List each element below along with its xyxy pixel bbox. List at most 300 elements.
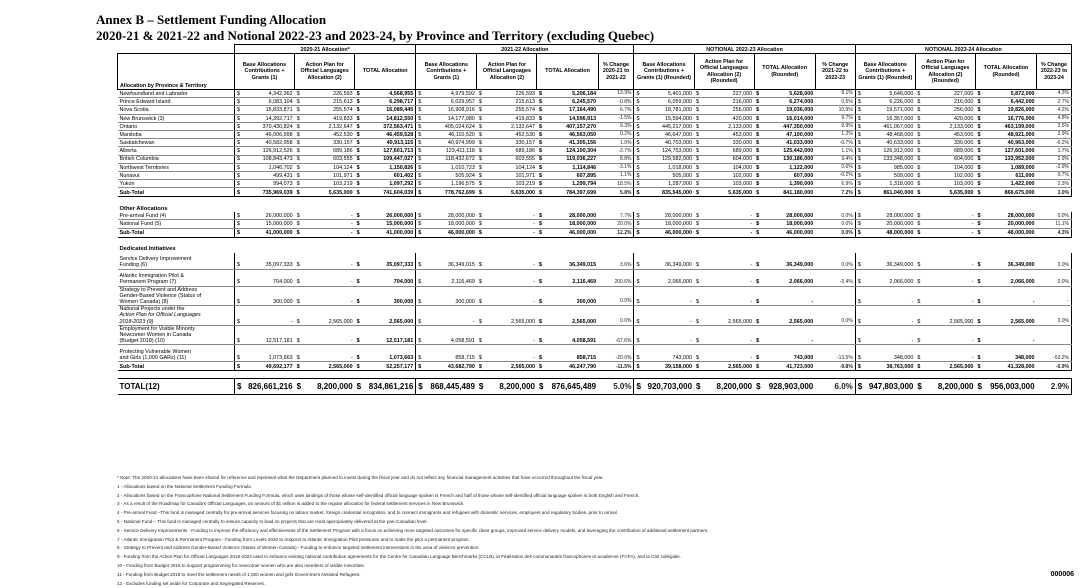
amount-cell <box>754 379 815 395</box>
currency-sign: $ <box>237 221 240 228</box>
pct-change-cell <box>1037 114 1072 122</box>
pct-change-cell <box>815 188 855 197</box>
column-header-row <box>118 54 1072 90</box>
cell-value: 2,116,469 <box>572 279 597 286</box>
amount-cell <box>855 269 915 286</box>
cell-value: 876,645,489 <box>551 382 597 392</box>
currency-sign: $ <box>478 115 482 122</box>
currency-sign: $ <box>356 99 360 106</box>
cell-value: 28,000,000 <box>786 213 814 220</box>
amount-cell <box>915 139 975 147</box>
spacer-row <box>118 197 1072 205</box>
amount-cell <box>915 325 975 345</box>
row-label: Pre-arrival Fund (4) <box>118 212 235 220</box>
currency-sign: $ <box>696 279 700 286</box>
row-label-line: Strategy to Prevent and Address <box>119 286 198 293</box>
currency-sign: $ <box>857 221 861 228</box>
currency-sign: $ <box>538 115 542 122</box>
currency-sign: $ <box>478 181 482 188</box>
cell-value: 46,647,000 <box>665 131 693 138</box>
currency-sign: $ <box>756 318 760 325</box>
pct-change-cell <box>815 269 855 286</box>
currency-sign: $ <box>977 299 981 306</box>
amount-cell <box>416 98 477 106</box>
header-total-d: TOTAL Allocation (Rounded) <box>975 54 1036 90</box>
amount-cell <box>855 171 915 179</box>
currency-sign: $ <box>538 148 542 155</box>
currency-sign: $ <box>917 364 921 371</box>
amount-cell <box>355 171 416 179</box>
amount-cell <box>634 253 694 270</box>
cell-value: 603,555 <box>333 156 353 163</box>
amount-cell <box>634 306 694 326</box>
currency-sign: $ <box>237 140 240 147</box>
cell-value: 4.3% <box>1057 229 1069 236</box>
currency-sign: $ <box>538 318 542 325</box>
cell-value: 499,431 <box>273 172 293 179</box>
amount-cell <box>694 306 754 326</box>
pct-change-cell <box>1037 253 1072 270</box>
currency-sign: $ <box>696 131 700 138</box>
dedicated-initiatives-section-title: Dedicated Initiatives <box>119 245 176 252</box>
currency-sign: $ <box>857 318 861 325</box>
amount-cell <box>915 188 975 197</box>
cell-value: 6,245,570 <box>572 99 597 106</box>
page-subtitle: 2020-21 & 2021-22 and Notional 2022-23 and 2023-24, by Province and Territory (excluding Quebec) <box>96 28 655 43</box>
footnote: 2 - Allocations based on the Francophone National Settlement Funding Formula, which uses landings of those whose self-identified official language spoken is French and half of those whose self-identified official language spoken is both English and French. <box>117 492 640 498</box>
amount-cell <box>295 130 355 138</box>
cell-value: 6.7% <box>620 106 632 113</box>
cell-value: 447,350,000 <box>783 123 814 130</box>
cell-value: 38,763,000 <box>886 364 914 371</box>
other-allocations-section <box>118 204 1072 212</box>
cell-value: 36,349,015 <box>569 262 597 269</box>
cell-value: - <box>971 355 974 362</box>
cell-value: 1,089,000 <box>1010 164 1035 171</box>
currency-sign: $ <box>636 99 640 106</box>
amount-cell <box>855 228 915 237</box>
cell-value: 2,565,000 <box>789 318 814 325</box>
cell-value: 16,014,000 <box>786 115 814 122</box>
cell-value: 5,635,000 <box>949 190 974 197</box>
cell-value: 826,661,216 <box>248 382 293 392</box>
row-label: Nunavut <box>118 171 235 179</box>
currency-sign: $ <box>756 156 760 163</box>
currency-sign: $ <box>538 123 542 130</box>
amount-cell <box>355 147 416 155</box>
row-label: Prince Edward Island <box>118 98 235 106</box>
cell-value: - <box>350 230 353 237</box>
row-label <box>118 269 235 286</box>
amount-cell <box>975 253 1036 270</box>
cell-value: 452,530 <box>515 131 535 138</box>
cell-value: 4,058,591 <box>450 338 475 345</box>
cell-value: 15,000,000 <box>265 221 293 228</box>
amount-cell <box>235 147 295 155</box>
currency-sign: $ <box>237 230 240 237</box>
currency-sign: $ <box>636 221 640 228</box>
amount-cell <box>416 286 477 306</box>
row-label: Manitoba <box>118 130 235 138</box>
amount-cell <box>694 220 754 228</box>
currency-sign: $ <box>857 99 861 106</box>
amount-cell <box>537 180 598 188</box>
cell-value: - <box>533 355 535 362</box>
currency-sign: $ <box>296 364 300 371</box>
currency-sign: $ <box>977 99 981 106</box>
cell-value: 1.2% <box>841 131 853 138</box>
cell-value: 12.2% <box>617 229 632 236</box>
cell-value: 947,803,000 <box>868 382 914 392</box>
cell-value: - <box>750 338 753 345</box>
cell-value: 445,217,000 <box>662 123 693 130</box>
row-label: Sub-Total <box>118 362 235 371</box>
cell-value: - <box>350 221 353 228</box>
cell-value: -1.5% <box>618 115 632 121</box>
currency-sign: $ <box>538 213 542 220</box>
amount-cell <box>915 286 975 306</box>
currency-sign: $ <box>356 181 360 188</box>
amount-cell <box>694 147 754 155</box>
currency-sign: $ <box>696 156 700 163</box>
cell-value: 101,971 <box>515 172 535 179</box>
cell-value: 1,196,575 <box>450 181 475 188</box>
amount-cell <box>634 362 694 371</box>
cell-value: - <box>690 338 693 345</box>
pct-change-cell <box>598 253 634 270</box>
cell-value: 40,974,999 <box>447 140 475 147</box>
currency-sign: $ <box>237 338 240 345</box>
currency-sign: $ <box>478 172 482 179</box>
cell-value: - <box>750 355 753 362</box>
cell-value: 8,200,000 <box>317 382 353 392</box>
amount-cell <box>477 188 537 197</box>
currency-sign: $ <box>356 156 360 163</box>
currency-sign: $ <box>538 355 542 362</box>
amount-cell <box>975 122 1036 130</box>
currency-sign: $ <box>538 230 542 237</box>
cell-value: 14,177,080 <box>447 115 475 122</box>
amount-cell <box>235 130 295 138</box>
currency-sign: $ <box>237 262 240 269</box>
currency-sign: $ <box>538 338 542 345</box>
cell-value: 103,000 <box>732 181 753 188</box>
amount-cell <box>477 228 537 237</box>
amount-cell <box>694 253 754 270</box>
currency-sign: $ <box>418 172 422 179</box>
amount-cell <box>295 306 355 326</box>
province-row <box>118 155 1072 163</box>
currency-sign: $ <box>977 131 981 138</box>
cell-value: 330,000 <box>732 140 753 147</box>
amount-cell <box>855 90 915 98</box>
amount-cell <box>416 220 477 228</box>
cell-value: -0.8% <box>618 98 632 105</box>
cell-value: 1,299,794 <box>572 181 597 188</box>
cell-value: 741,604,039 <box>383 190 414 197</box>
cell-value: 2,565,000 <box>949 318 974 325</box>
currency-sign: $ <box>237 190 240 197</box>
pct-change-cell <box>815 228 855 237</box>
amount-cell <box>915 220 975 228</box>
cell-value: 5,628,000 <box>789 90 814 97</box>
cell-value: 28,000,000 <box>886 213 914 220</box>
currency-sign: $ <box>418 338 422 345</box>
footnote: 1 - Allocations based on the National Settlement Funding Formula <box>117 483 251 489</box>
currency-sign: $ <box>917 181 921 188</box>
cell-value: 127,601,000 <box>1004 148 1035 155</box>
currency-sign: $ <box>636 338 640 345</box>
province-row <box>118 163 1072 171</box>
amount-cell <box>915 362 975 371</box>
cell-value: 419,833 <box>515 115 535 122</box>
amount-cell <box>477 90 537 98</box>
amount-cell <box>694 325 754 345</box>
cell-value: 8,200,000 <box>499 382 535 392</box>
cell-value: 920,703,000 <box>647 382 693 392</box>
cell-value: 52,257,177 <box>386 364 414 371</box>
cell-value: 8.1% <box>841 90 853 97</box>
currency-sign: $ <box>636 164 640 171</box>
currency-sign: $ <box>538 364 542 371</box>
footnote: 5 - National Fund – This fund is managed centrally to ensure capacity to lead on projects that are most appropriately delivered at the pan-Canadian level. <box>117 518 428 524</box>
amount-cell <box>754 147 815 155</box>
currency-sign: $ <box>478 299 482 306</box>
amount-cell <box>855 325 915 345</box>
cell-value: 2,565,000 <box>728 318 753 325</box>
currency-sign: $ <box>296 221 300 228</box>
cell-value: 0.6% <box>841 164 853 171</box>
cell-value: 1,114,846 <box>572 164 597 171</box>
currency-sign: $ <box>857 115 861 122</box>
pct-change-cell <box>598 106 634 114</box>
row-label: Sub-Total <box>118 228 235 237</box>
currency-sign: $ <box>538 279 542 286</box>
amount-cell <box>634 98 694 106</box>
amount-cell <box>355 286 416 306</box>
pct-change-cell <box>598 286 634 306</box>
cell-value: 5,646,000 <box>889 90 914 97</box>
pct-change-cell <box>598 180 634 188</box>
province-row <box>118 139 1072 147</box>
cell-value: 216,000 <box>732 99 753 106</box>
cell-value: - <box>690 318 693 325</box>
pct-change-cell <box>1037 362 1072 371</box>
pct-change-cell <box>598 114 634 122</box>
currency-sign: $ <box>478 107 482 114</box>
cell-value: 7.7% <box>620 212 632 219</box>
cell-value: - <box>533 221 535 228</box>
cell-value: 227,000 <box>953 90 974 97</box>
currency-sign: $ <box>696 148 700 155</box>
currency-sign: $ <box>636 181 640 188</box>
amount-cell <box>416 90 477 98</box>
currency-sign: $ <box>756 279 760 286</box>
subtotal-other-row <box>118 228 1072 237</box>
amount-cell <box>915 98 975 106</box>
cell-value: 15,833,871 <box>265 107 293 114</box>
cell-value: 118,432,672 <box>445 156 475 163</box>
amount-cell <box>694 114 754 122</box>
cell-value: 1.7% <box>1057 147 1069 154</box>
amount-cell <box>295 379 355 395</box>
cell-value: - <box>690 299 693 306</box>
amount-cell <box>855 212 915 220</box>
currency-sign: $ <box>756 230 760 237</box>
currency-sign: $ <box>356 172 360 179</box>
dedicated-initiatives-section <box>118 245 1072 253</box>
amount-cell <box>355 180 416 188</box>
amount-cell <box>694 180 754 188</box>
cell-value: 1,010,723 <box>450 164 475 171</box>
cell-value: 109,447,027 <box>383 156 414 163</box>
currency-sign: $ <box>857 382 863 392</box>
cell-value: 784,397,699 <box>566 190 597 197</box>
currency-sign: $ <box>977 181 981 188</box>
cell-value: -9.8% <box>839 363 853 370</box>
currency-sign: $ <box>857 90 861 97</box>
amount-cell <box>754 98 815 106</box>
amount-cell <box>537 188 598 197</box>
cell-value: - <box>350 355 353 362</box>
currency-sign: $ <box>356 364 360 371</box>
cell-value: 2,066,000 <box>889 279 914 286</box>
currency-sign: $ <box>478 262 482 269</box>
amount-cell <box>915 130 975 138</box>
amount-cell <box>416 139 477 147</box>
pct-change-cell <box>1037 286 1072 306</box>
cell-value: 48,921,000 <box>1007 131 1035 138</box>
currency-sign: $ <box>917 156 921 163</box>
cell-value: 8,200,000 <box>937 382 974 392</box>
amount-cell <box>355 228 416 237</box>
cell-value: 6,083,104 <box>268 99 293 106</box>
currency-sign: $ <box>418 90 422 97</box>
cell-value: 104,000 <box>732 164 753 171</box>
cell-value: 2,565,000 <box>728 364 753 371</box>
currency-sign: $ <box>356 213 360 220</box>
cell-value: - <box>533 279 535 286</box>
cell-value: 28,000,000 <box>665 213 693 220</box>
amount-cell <box>634 147 694 155</box>
cell-value: 1,018,000 <box>668 164 693 171</box>
cell-value: - <box>971 299 974 306</box>
cell-value: 216,000 <box>953 99 974 106</box>
currency-sign: $ <box>917 148 921 155</box>
amount-cell <box>975 163 1036 171</box>
amount-cell <box>477 106 537 114</box>
province-row <box>118 114 1072 122</box>
currency-sign: $ <box>418 355 422 362</box>
cell-value: 46,006,998 <box>265 131 293 138</box>
currency-sign: $ <box>696 355 700 362</box>
cell-value: 36,349,000 <box>1007 262 1035 269</box>
currency-sign: $ <box>478 221 482 228</box>
cell-value: 36,349,000 <box>665 262 693 269</box>
cell-value: 104,000 <box>953 164 974 171</box>
amount-cell <box>235 286 295 306</box>
cell-value: 1.0% <box>620 139 632 146</box>
amount-cell <box>537 163 598 171</box>
cell-value: 40,703,000 <box>665 140 693 147</box>
currency-sign: $ <box>478 90 482 97</box>
amount-cell <box>975 362 1036 371</box>
currency-sign: $ <box>538 181 542 188</box>
amount-cell <box>477 114 537 122</box>
cell-value: 1.1% <box>620 172 632 179</box>
amount-cell <box>537 379 598 395</box>
cell-value: 46,459,528 <box>386 131 414 138</box>
currency-sign: $ <box>756 213 760 220</box>
currency-sign: $ <box>356 164 360 171</box>
cell-value: 41,723,000 <box>786 364 814 371</box>
amount-cell <box>855 362 915 371</box>
row-label: Ontario <box>118 122 235 130</box>
currency-sign: $ <box>917 299 921 306</box>
cell-value: 463,199,000 <box>1004 123 1035 130</box>
cell-value: 103,219 <box>333 181 353 188</box>
amount-cell <box>915 155 975 163</box>
amount-cell <box>355 212 416 220</box>
row-label-line: National Projects under the <box>119 306 185 313</box>
subtotal-provinces-row <box>118 188 1072 197</box>
cell-value: -20.0% <box>615 354 632 361</box>
amount-cell <box>416 155 477 163</box>
currency-sign: $ <box>478 279 482 286</box>
currency-sign: $ <box>418 115 422 122</box>
cell-value: 603,555 <box>515 156 535 163</box>
currency-sign: $ <box>418 190 422 197</box>
cell-value: 858,715 <box>455 355 475 362</box>
spacer-row <box>118 237 1072 245</box>
amount-cell <box>855 98 915 106</box>
cell-value: 16,776,000 <box>1007 115 1035 122</box>
pct-change-cell <box>815 306 855 326</box>
amount-cell <box>477 98 537 106</box>
currency-sign: $ <box>756 364 760 371</box>
currency-sign: $ <box>418 131 422 138</box>
pct-change-cell <box>815 106 855 114</box>
currency-sign: $ <box>237 115 240 122</box>
header-total-a: TOTAL Allocation <box>355 54 416 90</box>
cell-value: -2.4% <box>839 278 853 285</box>
pct-change-cell <box>815 147 855 155</box>
currency-sign: $ <box>696 382 701 392</box>
currency-sign: $ <box>756 190 760 197</box>
currency-sign: $ <box>977 355 981 362</box>
currency-sign: $ <box>756 107 760 114</box>
currency-sign: $ <box>696 364 700 371</box>
amount-cell <box>634 379 694 395</box>
cell-value: 2.9% <box>1057 155 1069 162</box>
amount-cell <box>634 188 694 197</box>
amount-cell <box>754 90 815 98</box>
currency-sign: $ <box>696 164 700 171</box>
amount-cell <box>694 212 754 220</box>
currency-sign: $ <box>418 99 422 106</box>
cell-value: - <box>911 318 914 325</box>
amount-cell <box>537 139 598 147</box>
currency-sign: $ <box>857 164 861 171</box>
cell-value: 15,594,000 <box>665 115 693 122</box>
spacer-row <box>118 371 1072 379</box>
cell-value: 2,066,000 <box>789 279 814 286</box>
cell-value: 407,157,270 <box>566 123 597 130</box>
cell-value: 5,635,000 <box>728 190 753 197</box>
currency-sign: $ <box>296 131 300 138</box>
cell-value: 0.5% <box>841 98 853 105</box>
cell-value: 28,000,000 <box>1007 213 1035 220</box>
